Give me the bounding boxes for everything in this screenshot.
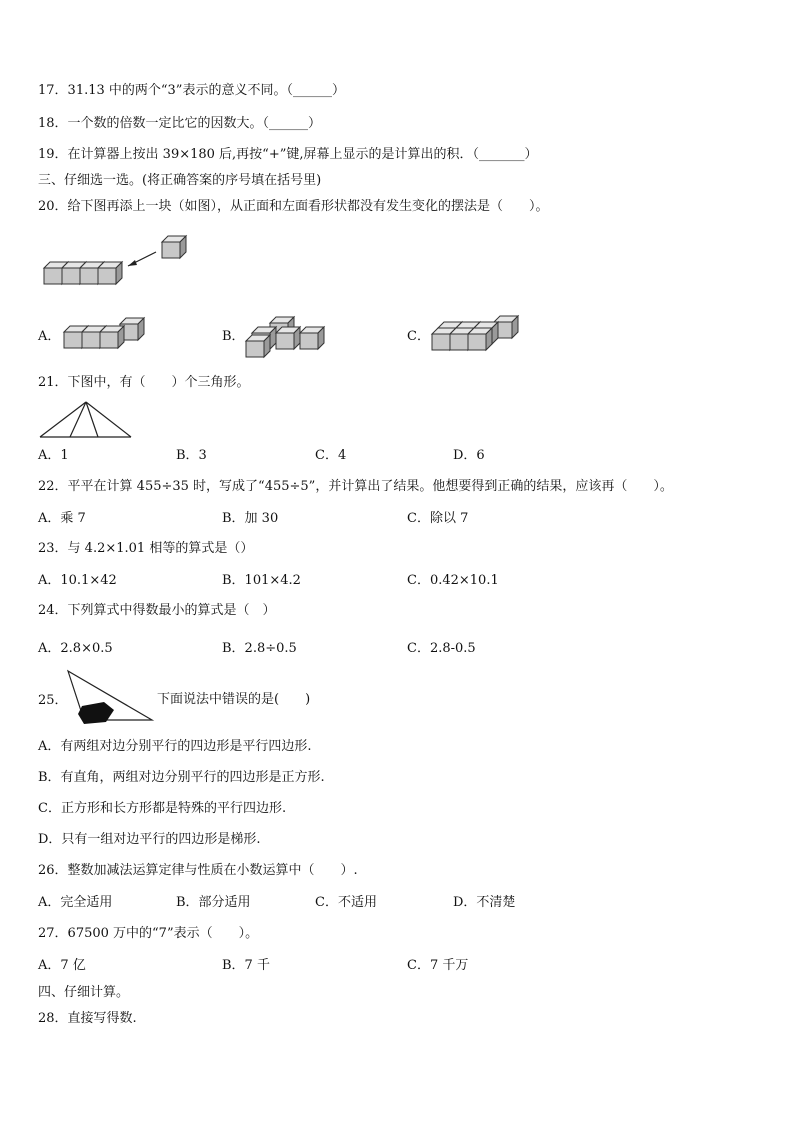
- question-21: 21．下图中，有（ ）个三角形。: [38, 375, 250, 390]
- question-28: 28．直接写得数.: [38, 1011, 137, 1026]
- q21-option-a: A．1: [38, 448, 69, 463]
- question-20: 20．给下图再添上一块（如图），从正面和左面看形状都没有发生变化的摆法是（ ）。: [38, 199, 549, 214]
- q20-option-a-figure: [64, 318, 154, 358]
- section-three-heading: 三、仔细选一选。(将正确答案的序号填在括号里): [38, 173, 322, 188]
- q26-option-c: C．不适用: [315, 895, 377, 910]
- q23-option-b: B．101×4.2: [222, 573, 301, 588]
- q24-option-c: C．2.8-0.5: [407, 641, 476, 656]
- q25-option-c: C．正方形和长方形都是特殊的平行四边形.: [38, 801, 287, 816]
- question-18: 18．一个数的倍数一定比它的因数大。（______）: [38, 116, 322, 131]
- q21-option-d: D．6: [453, 448, 485, 463]
- q25-option-d: D．只有一组对边平行的四边形是梯形.: [38, 832, 261, 847]
- question-25-text: 下面说法中错误的是( ): [157, 692, 311, 707]
- q25-triangle-figure: [66, 670, 156, 724]
- section-four-heading: 四、仔细计算。: [38, 985, 130, 1000]
- q20-option-a-label: A．: [38, 329, 61, 344]
- q25-option-a: A．有两组对边分别平行的四边形是平行四边形.: [38, 739, 312, 754]
- question-24: 24．下列算式中得数最小的算式是（ ）: [38, 603, 276, 618]
- question-17: 17．31.13 中的两个“3”表示的意义不同。（______）: [38, 83, 345, 98]
- question-26: 26．整数加减法运算定律与性质在小数运算中（ ）.: [38, 863, 358, 878]
- q21-option-c: C．4: [315, 448, 347, 463]
- q27-option-b: B．7 千: [222, 958, 270, 973]
- q23-option-a: A．10.1×42: [38, 573, 117, 588]
- question-22: 22．平平在计算 455÷35 时，写成了“455÷5”，并计算出了结果。他想要得到正确的结果，应该再（ ）。: [38, 479, 673, 494]
- question-25-number: 25．: [38, 693, 68, 708]
- q20-option-b-figure: [246, 317, 346, 359]
- q27-option-a: A．7 亿: [38, 958, 86, 973]
- q22-option-b: B．加 30: [222, 511, 279, 526]
- q23-option-c: C．0.42×10.1: [407, 573, 499, 588]
- q22-option-a: A．乘 7: [38, 511, 86, 526]
- question-19: 19．在计算器上按出 39×180 后,再按“+”键,屏幕上显示的是计算出的积．（_______）: [38, 147, 538, 162]
- q22-option-c: C．除以 7: [407, 511, 469, 526]
- q20-option-c-figure: [432, 316, 522, 356]
- q25-option-b: B．有直角，两组对边分别平行的四边形是正方形.: [38, 770, 325, 785]
- q26-option-b: B．部分适用: [176, 895, 251, 910]
- q24-option-a: A．2.8×0.5: [38, 641, 113, 656]
- q21-triangle-figure: [40, 401, 132, 439]
- question-23: 23．与 4.2×1.01 相等的算式是（）: [38, 541, 254, 556]
- q24-option-b: B．2.8÷0.5: [222, 641, 297, 656]
- q20-option-b-label: B．: [222, 329, 245, 344]
- q27-option-c: C．7 千万: [407, 958, 469, 973]
- q26-option-d: D．不清楚: [453, 895, 516, 910]
- q26-option-a: A．完全适用: [38, 895, 113, 910]
- q21-option-b: B．3: [176, 448, 207, 463]
- question-27: 27．67500 万中的“7”表示（ ）。: [38, 926, 259, 941]
- q20-base-cubes-figure: [44, 236, 204, 296]
- q20-option-c-label: C．: [407, 329, 430, 344]
